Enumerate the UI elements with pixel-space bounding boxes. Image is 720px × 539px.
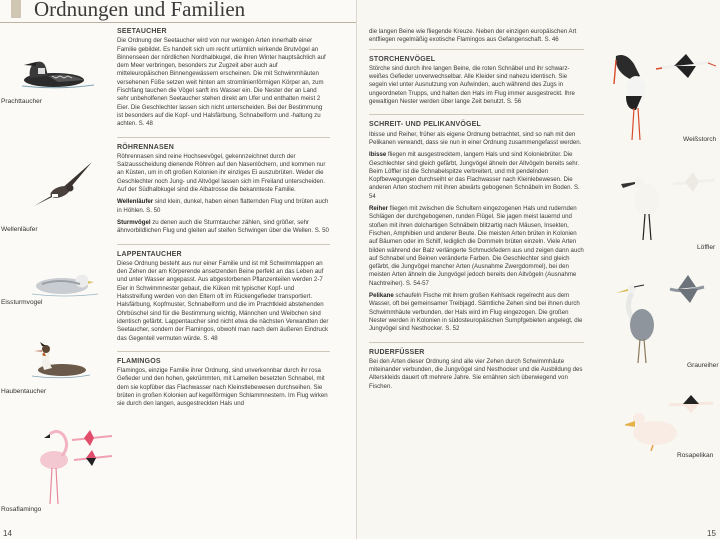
pelikane-paragraph xyxy=(369,292,584,333)
paragraph-text: zu denen auch die Sturmtaucher zählen, sind größer, sehr ähnvorbildlichen Flug und gleiten auf steifen Schwingen über die Wellen. S. 50 xyxy=(117,218,329,235)
divider xyxy=(117,137,330,138)
paragraph-text: sind klein, dunkel, haben einen flatternden Flug und brüten auch in Höhlen. S. 50 xyxy=(117,198,329,214)
lead-word: Ibisse xyxy=(369,151,387,159)
section-storchenvoegel xyxy=(369,56,584,107)
right-text-column xyxy=(369,28,584,399)
left-page xyxy=(0,0,357,539)
section-title: RUDERFÜSSER xyxy=(369,348,425,356)
weissstorch-illustration xyxy=(612,50,716,142)
paragraph-text: fliegen mit ausgestrecktem, langem Hals und sind Koloniebrüter. Die Geschlechter sind gleich gefärbt, Jungvögel ähneln der Altvögeln bereits sehr. Beim Löffler ist die Schnabelspitze verbreitert, und mit pendelnden Kopfbewegungen durchseiht er das Flachwasser nach Kleinlebewesen. Die anderen Arten stochern mit ihren abwärts gebogenen Schnäbeln im Boden. S. 54 xyxy=(369,151,580,200)
section-flamingos xyxy=(117,358,330,409)
header-tab xyxy=(11,0,21,18)
ibisse-paragraph xyxy=(369,151,584,201)
caption-rosaflamingo: Rosaflamingo xyxy=(1,506,42,513)
caption-eissturmvogel: Eissturmvogel xyxy=(1,299,43,306)
prachttaucher-illustration xyxy=(18,52,98,92)
divider xyxy=(369,114,584,115)
graureiher-illustration xyxy=(612,275,716,363)
section-title: LAPPENTAUCHER xyxy=(117,250,182,258)
paragraph-text: fliegen mit zwischen die Schultern eingezogenen Hals und rudernden Schlägen der durchgebogenen, runden Flügel. Sie jagen meist lauernd und stoßen mit ihren dolchartigen Schnäbeln blitzartig nach Mäusen, Insekten, Fischen, Amphibien und anderer Beute. Die meisten Arten brüten in Kolonien auf Bäumen oder im Schilf, lediglich die Dommeln brüten einzeln. Viele Arten bilden während der Balz verlängerte Schmuckfedern aus und zeigen dann auch auf Schnabel und Beinen veränderte Farben. Die Geschlechter sind gleich gefärbt, die Jungvögel mancher Arten (Ausnahme Zwergdommel), bei den meisten Arten ähneln die Jungvögel jedoch bereits den Altvögeln (Ausnahme Nachtreiher). S. 54-57 xyxy=(369,205,584,287)
section-text: Bei den Arten dieser Ordnung sind alle vier Zehen durch Schwimmhäute miteinander verbunden, die Jungvögel sind Nesthocker und die Ausbildung des Alterskleids dauert oft mehrere Jahre. Sie ernähren sich überwiegend von Fischen. xyxy=(369,357,583,390)
wellenlaeufer-illustration xyxy=(30,158,100,218)
caption-rosapelikan: Rosapelikan xyxy=(677,452,714,459)
caption-loeffler: Löffler xyxy=(697,244,716,251)
right-page xyxy=(357,0,720,539)
reiher-paragraph xyxy=(369,205,584,288)
lead-word: Wellenläufer xyxy=(117,198,154,206)
section-seetaucher xyxy=(117,28,330,129)
loeffler-illustration xyxy=(619,170,717,242)
section-text: Diese Ordnung besteht aus nur einer Familie und ist mit Schwimmlappen an den Zehen der am Körperende ansetzenden Beine perfekt an das Leben auf und unter Wasser angepasst. Aus abgestorbenen Pflanzenteilen werden 2-7 Eier in Schwimmnester gebaut, die Küken mit typischer Kopf- und Halsstreifung werden von den Eltern oft im Rückengefieder transportiert. Halsfärbung, Kopfmuster, Schnabelform und die im Prachtkleid abstehenden Ohrbüschel sind für die Bestimmung wichtig, Männchen und Weibchen sind identisch gefärbt. Lappentaucher sind nicht etwa die nächsten Verwandten der Seetaucher, sondern der Flamingos, obwohl man nach dem äußeren Eindruck das Gegenteil vermuten würde. S. 48 xyxy=(117,259,329,342)
section-intro: Ibisse und Reiher, früher als eigene Ordnung betrachtet, sind so nah mit den Pelikanen verwandt, dass sie nun in einer Ordnung zusammengefasst werden. xyxy=(369,130,582,146)
section-title: SEETAUCHER xyxy=(117,28,167,35)
caption-wellenlaeufer: Wellenläufer xyxy=(1,226,38,233)
rosapelikan-illustration xyxy=(625,395,715,451)
divider xyxy=(369,342,584,343)
caption-haubentaucher: Haubentaucher xyxy=(1,388,47,395)
page-header xyxy=(0,0,356,23)
divider xyxy=(117,351,330,352)
eissturmvogel-illustration xyxy=(30,268,100,298)
section-text: Die Ordnung der Seetaucher wird von nur wenigen Arten innerhalb einer Familie gebildet. Es handelt sich um recht urtümlich wirkende Brutvögel an Binnenseen der nördlichen Nordhalbkugel, die ihren Winter hauptsächlich auf dem Meer verbringen, besonders zur Zugzeit aber auch auf mitteleuropäischen Binnengewässern erscheinen. Die mit Schwimmhäuten versehenen Füße setzen weit hinten am stromlinienförmigen Körper an, zum Fischfang tauchen die Vögel sanft ins Wasser ein. Die Nester der an Land sehr unbeholfenen Seetaucher stehen direkt am Ufer und enthalten meist 2 Eier. Die Geschlechter lassen sich nicht unterscheiden. Bei der Bestimmung ist besonders auf die Kopf- und Halsfärbung, Schnabelform und -haltung zu achten. S. 48 xyxy=(117,37,326,128)
continuation-text: die langen Beine wie fliegende Kreuze. Neben der einzigen europäischen Art entfliegen regelmäßig exotische Flamingos aus Gefangenschaft. S. 46 xyxy=(369,28,577,44)
section-text: Störche sind durch ihre langen Beine, die roten Schnäbel und ihr schwarz-weißes Gefieder unverwechselbar. Alle Kleider sind nahezu identisch. Sie segeln viel unter Ausnutzung von Aufwinden, auch während des Zugs in ungeordneten Trupps, und halten den Hals im Flug immer ausgestreckt. Ihre gewaltigen Nester werden über lange Zeit benutzt. S. 56 xyxy=(369,64,575,106)
lead-word: Sturmvögel xyxy=(117,218,151,226)
divider xyxy=(117,244,330,245)
caption-weissstorch: Weißstorch xyxy=(683,136,717,143)
section-title: RÖHRENNASEN xyxy=(117,143,175,151)
section-text: Röhrennasen sind reine Hochseevögel, gekennzeichnet durch der Salzausscheidung dienende Röhren auf den Nasenlöchern, und kommen nur an Küsten, um in oft großen Kolonien ihr einziges Ei auszubrüten. Weder die Geschlechter noch Jung- und Altvögel lassen sich im Freiland unterscheiden. Auf der Südhalbkugel sind die Albatrosse die bekannteste Familie. xyxy=(117,152,326,194)
paragraph-text: schaufeln Fische mit ihrem großen Kehlsack regelrecht aus dem Wasser, oft bei gemeinsamer Treibjagd. Sämtliche Zehen sind bei ihnen durch Schwimmhäute verbunden, der Hals wird im Flug eingezogen. Die großen Nester werden in Kolonien in südosteuropäischen Sumpfgebieten angelegt, die Jungvögel sind Nesthocker. S. 52 xyxy=(369,292,583,333)
rosaflamingo-illustration xyxy=(24,426,114,506)
haubentaucher-illustration xyxy=(22,340,92,380)
section-title: SCHREIT- UND PELIKANVÖGEL xyxy=(369,121,481,129)
page-number-right: 15 xyxy=(707,529,716,538)
page-title: Ordnungen und Familien xyxy=(34,0,246,21)
divider xyxy=(369,49,584,50)
section-title: STORCHENVÖGEL xyxy=(369,55,436,63)
caption-graureiher: Graureiher xyxy=(687,362,719,369)
sturmvoegel-paragraph xyxy=(117,219,330,236)
wellenlaeufer-paragraph xyxy=(117,198,330,215)
left-text-column xyxy=(117,28,330,417)
section-roehrennasen xyxy=(117,144,330,236)
section-title: FLAMINGOS xyxy=(117,357,161,365)
lead-word: Pelikane xyxy=(369,292,394,300)
caption-prachttaucher: Prachttaucher xyxy=(1,98,43,105)
section-schreitvoegel xyxy=(369,121,584,333)
section-text: Flamingos, einzige Familie ihrer Ordnung, sind unverkennbar durch ihr rosa Gefieder und den hohen, gekrümmten, mit Lamellen besetzten Schnabel, mit dem sie kopfüber das Flachwasser nach Kleinstlebewesen durchseihen. Sie brüten in großen Kolonien auf kegelförmigen Schlammnestern. Im Flug wirken sie durch den langen, ausgestreckten Hals und xyxy=(117,367,328,408)
section-ruderfuesser xyxy=(369,349,584,391)
page-number-left: 14 xyxy=(3,529,12,538)
lead-word: Reiher xyxy=(369,205,388,213)
section-lappentaucher xyxy=(117,251,330,343)
